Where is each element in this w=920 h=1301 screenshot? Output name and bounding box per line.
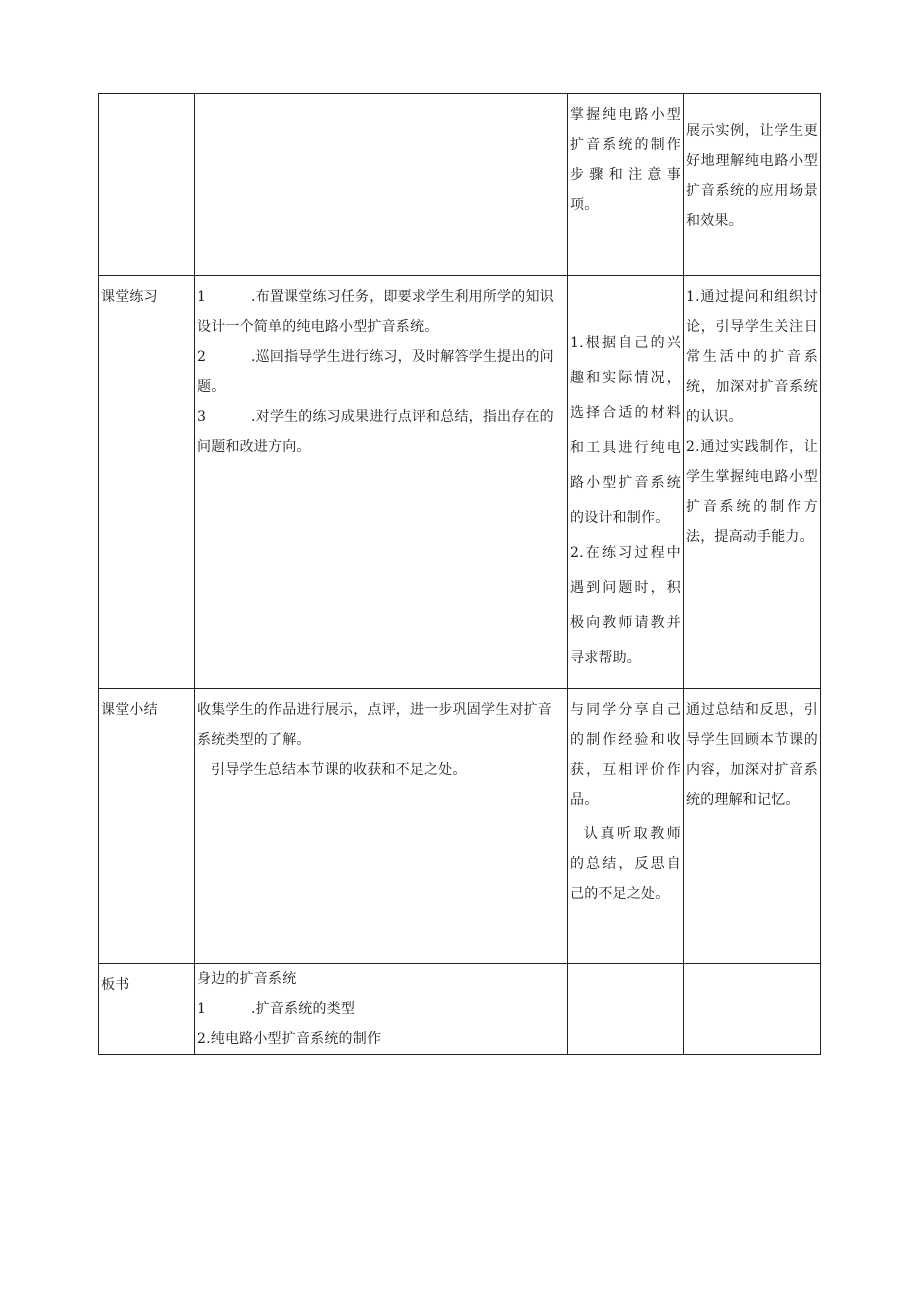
blackboard-line (197, 994, 565, 1024)
design-purpose-cell (684, 94, 821, 276)
student-text: 掌握纯电路小型扩音系统的制作步骤和注意事项。 (570, 107, 681, 213)
table-row (99, 964, 821, 1055)
step-text: .巡回指导学生进行练习，及时解答学生提出的问题。 (197, 349, 554, 395)
design-purpose-cell (684, 276, 821, 689)
stage-label: 课堂小结 (101, 702, 158, 718)
stage-label: 板书 (101, 977, 130, 993)
purpose-text: 2.通过实践制作，让学生掌握纯电路小型扩音系统的制作方法，提高动手能力。 (686, 439, 818, 545)
blackboard-text: 身边的扩音系统 (197, 971, 297, 987)
student-activity-cell (568, 689, 684, 964)
stage-cell (99, 276, 195, 689)
teacher-step (197, 282, 565, 342)
design-purpose-cell (684, 689, 821, 964)
teacher-activity-cell (195, 689, 568, 964)
teacher-step (197, 342, 565, 402)
stage-cell (99, 94, 195, 276)
stage-label: 课堂练习 (101, 289, 158, 305)
table-row (99, 276, 821, 689)
blackboard-number: 1 (197, 1001, 207, 1017)
stage-cell (99, 964, 195, 1055)
purpose-text: 通过总结和反思，引导学生回顾本节课的内容，加深对扩音系统的理解和记忆。 (686, 702, 818, 808)
blackboard-text: .扩音系统的类型 (251, 1001, 356, 1017)
student-text: 与同学分享自己的制作经验和收获，互相评价作品。 (570, 702, 681, 808)
student-text: 认真听取教师的总结，反思自己的不足之处。 (570, 826, 681, 902)
blackboard-text: 2.纯电路小型扩音系统的制作 (197, 1031, 382, 1047)
purpose-text: 1.通过提问和组织讨论，引导学生关注日常生活中的扩音系统，加深对扩音系统的认识。 (686, 289, 818, 425)
step-text: .布置课堂练习任务，即要求学生利用所学的知识设计一个简单的纯电路小型扩音系统。 (197, 289, 554, 335)
teacher-activity-cell (195, 276, 568, 689)
stage-cell (99, 689, 195, 964)
step-text: .对学生的练习成果进行点评和总结，指出存在的问题和改进方向。 (197, 409, 554, 455)
lesson-plan-table (98, 93, 821, 1055)
design-purpose-cell (684, 964, 821, 1055)
teacher-activity-cell (195, 94, 568, 276)
teacher-text: 引导学生总结本节课的收获和不足之处。 (211, 762, 467, 778)
step-number: 1 (197, 289, 207, 305)
teacher-step (197, 402, 565, 462)
blackboard-line (197, 1024, 565, 1054)
student-activity-cell (568, 94, 684, 276)
step-number: 2 (197, 349, 207, 365)
student-text: 2.在练习过程中遇到问题时，积极向教师请教并寻求帮助。 (570, 545, 681, 666)
student-activity-cell (568, 964, 684, 1055)
table-row (99, 689, 821, 964)
step-number: 3 (197, 409, 207, 425)
student-activity-cell (568, 276, 684, 689)
teacher-text: 收集学生的作品进行展示，点评，进一步巩固学生对扩音系统类型的了解。 (197, 702, 552, 748)
student-text: 1.根据自己的兴趣和实际情况，选择合适的材料和工具进行纯电路小型扩音系统的设计和制作。 (570, 335, 681, 526)
table-row (99, 94, 821, 276)
purpose-text: 展示实例，让学生更好地理解纯电路小型扩音系统的应用场景和效果。 (686, 123, 818, 229)
blackboard-cell (195, 964, 568, 1055)
blackboard-title (197, 964, 565, 994)
